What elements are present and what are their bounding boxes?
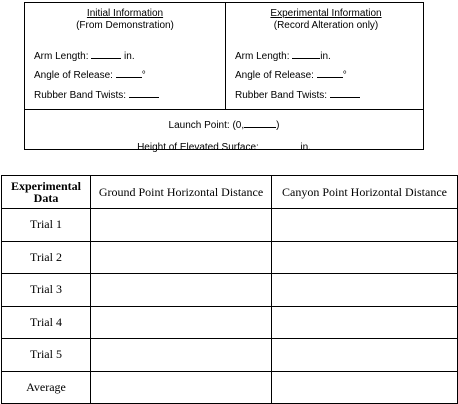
- experimental-angle-label: Angle of Release:: [235, 70, 314, 81]
- info-box: [24, 2, 424, 153]
- table-row: [2, 371, 458, 404]
- initial-arm-length-blank[interactable]: [91, 49, 121, 59]
- row-label: Trial 5: [2, 339, 91, 372]
- canyon-distance-cell[interactable]: [272, 241, 458, 274]
- elevated-height-label: Height of Elevated Surface:: [137, 142, 259, 153]
- experimental-angle-unit: °: [342, 70, 347, 81]
- canyon-distance-cell[interactable]: [272, 209, 458, 242]
- initial-info-title: Initial Information: [86, 8, 164, 19]
- table-row: [2, 209, 458, 242]
- ground-distance-cell[interactable]: [91, 209, 272, 242]
- table-row: [2, 274, 458, 307]
- experimental-twists-label: Rubber Band Twists:: [235, 90, 328, 101]
- initial-angle-blank[interactable]: [116, 68, 142, 78]
- canyon-distance-cell[interactable]: [272, 339, 458, 372]
- initial-arm-length-field: [34, 49, 135, 63]
- row-label: Average: [2, 371, 91, 404]
- row-label: Trial 1: [2, 209, 91, 242]
- table-row: [2, 306, 458, 339]
- initial-twists-blank[interactable]: [129, 88, 159, 98]
- initial-info-section: [25, 3, 225, 109]
- launch-point-label: Launch Point: (0,: [168, 120, 245, 131]
- initial-twists-label: Rubber Band Twists:: [34, 90, 127, 101]
- canyon-distance-cell[interactable]: [272, 274, 458, 307]
- ground-distance-cell[interactable]: [91, 241, 272, 274]
- header-line-1: Experimental: [11, 179, 81, 193]
- experimental-angle-blank[interactable]: [317, 68, 343, 78]
- row-label: Trial 4: [2, 306, 91, 339]
- canyon-distance-cell[interactable]: [272, 306, 458, 339]
- initial-info-subtitle: (From Demonstration): [76, 20, 174, 31]
- experimental-arm-length-field: [235, 49, 331, 63]
- row-label: Trial 2: [2, 241, 91, 274]
- initial-arm-length-label: Arm Length:: [34, 51, 89, 62]
- initial-twists-field: [34, 88, 159, 102]
- elevated-height-line: [25, 140, 423, 154]
- experimental-data-table: [1, 175, 458, 404]
- ground-distance-cell[interactable]: [91, 371, 272, 404]
- initial-angle-field: [34, 68, 146, 82]
- launch-point-close: ): [276, 120, 280, 131]
- elevated-height-blank[interactable]: [262, 140, 298, 150]
- experimental-data-header: [2, 176, 91, 209]
- experimental-angle-field: [235, 68, 347, 82]
- experimental-info-title: Experimental Information: [270, 8, 382, 19]
- ground-distance-cell[interactable]: [91, 274, 272, 307]
- ground-point-header: Ground Point Horizontal Distance: [91, 176, 272, 209]
- experimental-arm-length-blank[interactable]: [292, 49, 320, 59]
- experimental-info-heading: [226, 8, 426, 32]
- table-row: [2, 339, 458, 372]
- elevated-height-unit: in.: [300, 142, 311, 153]
- launch-point-blank[interactable]: [244, 118, 276, 128]
- experimental-arm-length-unit: in.: [320, 51, 331, 62]
- initial-arm-length-unit: in.: [124, 51, 135, 62]
- launch-point-line: [25, 118, 423, 132]
- ground-distance-cell[interactable]: [91, 339, 272, 372]
- canyon-point-header: Canyon Point Horizontal Distance: [272, 176, 458, 209]
- experimental-twists-field: [235, 88, 360, 102]
- experimental-arm-length-label: Arm Length:: [235, 51, 290, 62]
- row-label: Trial 3: [2, 274, 91, 307]
- ground-distance-cell[interactable]: [91, 306, 272, 339]
- canyon-distance-cell[interactable]: [272, 371, 458, 404]
- experimental-info-subtitle: (Record Alteration only): [273, 20, 379, 31]
- experimental-twists-blank[interactable]: [330, 88, 360, 98]
- table-row: [2, 241, 458, 274]
- initial-angle-label: Angle of Release:: [34, 70, 113, 81]
- header-line-2: Data: [33, 191, 59, 205]
- table-header-row: [2, 176, 458, 209]
- initial-info-heading: [25, 8, 225, 32]
- initial-angle-unit: °: [141, 70, 146, 81]
- experimental-info-section: [226, 3, 426, 109]
- launch-section: [25, 110, 423, 154]
